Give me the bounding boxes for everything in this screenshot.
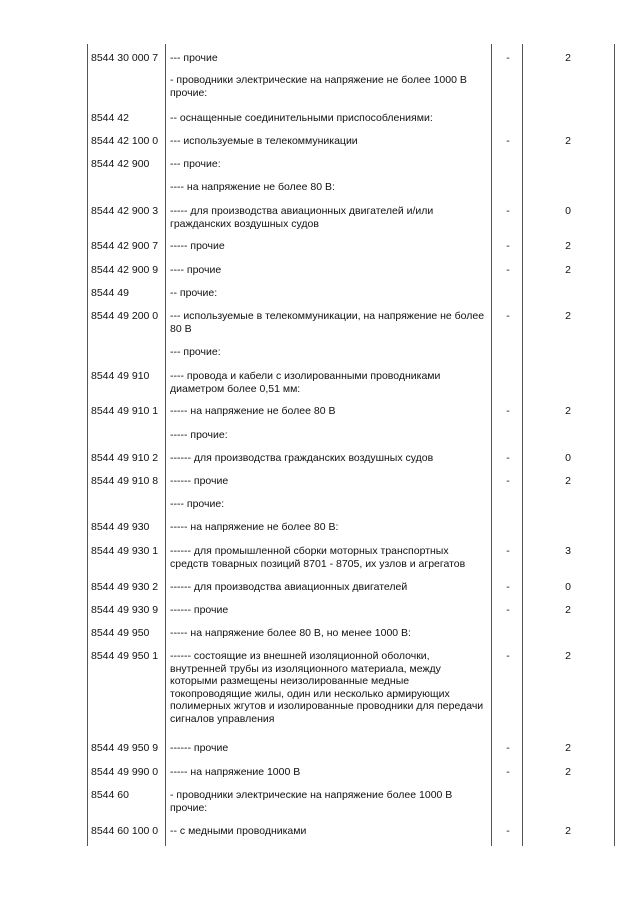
tariff-code: 8544 49 950 9 — [91, 742, 159, 754]
tariff-code: 8544 60 100 0 — [91, 825, 159, 837]
duty-rate: 0 — [565, 205, 571, 217]
unit-of-measure: - — [506, 135, 510, 147]
item-description: -- оснащенные соединительными приспособлениями: — [170, 112, 433, 124]
item-description: --- прочие: — [170, 158, 221, 170]
column-divider — [614, 44, 615, 846]
item-description: - проводники электрические на напряжение более 1000 В прочие: — [170, 789, 453, 814]
item-description: ------ для промышленной сборки моторных транспортных средств товарных позиций 8701 - 8705, их узлов и агрегатов — [170, 545, 466, 570]
unit-of-measure: - — [506, 264, 510, 276]
item-description: -- с медными проводниками — [170, 825, 307, 837]
item-description: ----- для производства авиационных двигателей и/или гражданских воздушных судов — [170, 205, 434, 230]
unit-of-measure: - — [506, 766, 510, 778]
duty-rate: 2 — [565, 742, 571, 754]
item-description: ---- провода и кабели с изолированными проводниками диаметром более 0,51 мм: — [170, 370, 441, 395]
item-description: ------ прочие — [170, 742, 229, 754]
unit-of-measure: - — [506, 742, 510, 754]
tariff-code: 8544 42 100 0 — [91, 135, 159, 147]
tariff-code: 8544 49 — [91, 287, 129, 299]
unit-of-measure: - — [506, 52, 510, 64]
tariff-code: 8544 49 910 — [91, 370, 150, 382]
tariff-code: 8544 49 950 1 — [91, 650, 159, 662]
column-divider — [87, 44, 88, 846]
item-description: - проводники электрические на напряжение не более 1000 В прочие: — [170, 74, 467, 99]
item-description: ----- на напряжение не более 80 В — [170, 405, 336, 417]
unit-of-measure: - — [506, 205, 510, 217]
tariff-code: 8544 42 — [91, 112, 129, 124]
unit-of-measure: - — [506, 825, 510, 837]
tariff-code: 8544 49 950 — [91, 627, 150, 639]
item-description: ---- прочие — [170, 264, 222, 276]
column-divider — [522, 44, 523, 846]
tariff-code: 8544 49 930 9 — [91, 604, 159, 616]
tariff-code: 8544 42 900 — [91, 158, 150, 170]
item-description: ----- на напряжение более 80 В, но менее 1000 В: — [170, 627, 411, 639]
item-description: ------ прочие — [170, 604, 229, 616]
duty-rate: 2 — [565, 310, 571, 322]
item-description: ----- на напряжение не более 80 В: — [170, 521, 339, 533]
unit-of-measure: - — [506, 581, 510, 593]
tariff-code: 8544 49 200 0 — [91, 310, 159, 322]
unit-of-measure: - — [506, 545, 510, 557]
item-description: ------ состоящие из внешней изоляционной оболочки, внутренней трубы из изоляционного материала, между которыми размещены неизолированные медные токопроводящие жилы, один или несколько армирующих полимерных жгутов и изолированные проводники для передачи сигналов управления — [170, 650, 484, 725]
item-description: ----- на напряжение 1000 В — [170, 766, 301, 778]
tariff-code: 8544 49 910 2 — [91, 452, 159, 464]
item-description: -- прочие: — [170, 287, 218, 299]
duty-rate: 2 — [565, 240, 571, 252]
unit-of-measure: - — [506, 405, 510, 417]
unit-of-measure: - — [506, 650, 510, 662]
unit-of-measure: - — [506, 604, 510, 616]
item-description: ----- прочие: — [170, 429, 228, 441]
item-description: ------ прочие — [170, 475, 229, 487]
tariff-code: 8544 42 900 7 — [91, 240, 159, 252]
duty-rate: 2 — [565, 604, 571, 616]
duty-rate: 2 — [565, 264, 571, 276]
item-description: --- прочие — [170, 52, 218, 64]
tariff-code: 8544 49 990 0 — [91, 766, 159, 778]
item-description: ------ для производства авиационных двигателей — [170, 581, 408, 593]
tariff-code: 8544 30 000 7 — [91, 52, 159, 64]
unit-of-measure: - — [506, 310, 510, 322]
tariff-code: 8544 49 930 — [91, 521, 150, 533]
column-divider — [491, 44, 492, 846]
item-description: ----- прочие — [170, 240, 225, 252]
unit-of-measure: - — [506, 475, 510, 487]
duty-rate: 2 — [565, 825, 571, 837]
item-description: --- используемые в телекоммуникации, на напряжение не более 80 В — [170, 310, 485, 335]
duty-rate: 0 — [565, 452, 571, 464]
tariff-code: 8544 60 — [91, 789, 129, 801]
item-description: --- используемые в телекоммуникации — [170, 135, 358, 147]
unit-of-measure: - — [506, 452, 510, 464]
tariff-code: 8544 49 910 8 — [91, 475, 159, 487]
tariff-code: 8544 42 900 9 — [91, 264, 159, 276]
duty-rate: 2 — [565, 405, 571, 417]
tariff-code: 8544 49 910 1 — [91, 405, 159, 417]
column-divider — [165, 44, 166, 846]
duty-rate: 2 — [565, 52, 571, 64]
duty-rate: 3 — [565, 545, 571, 557]
duty-rate: 2 — [565, 766, 571, 778]
duty-rate: 0 — [565, 581, 571, 593]
unit-of-measure: - — [506, 240, 510, 252]
item-description: --- прочие: — [170, 346, 221, 358]
tariff-code: 8544 42 900 3 — [91, 205, 159, 217]
item-description: ---- прочие: — [170, 498, 225, 510]
duty-rate: 2 — [565, 650, 571, 662]
tariff-code: 8544 49 930 2 — [91, 581, 159, 593]
item-description: ------ для производства гражданских воздушных судов — [170, 452, 434, 464]
duty-rate: 2 — [565, 135, 571, 147]
item-description: ---- на напряжение не более 80 В: — [170, 181, 335, 193]
duty-rate: 2 — [565, 475, 571, 487]
tariff-code: 8544 49 930 1 — [91, 545, 159, 557]
